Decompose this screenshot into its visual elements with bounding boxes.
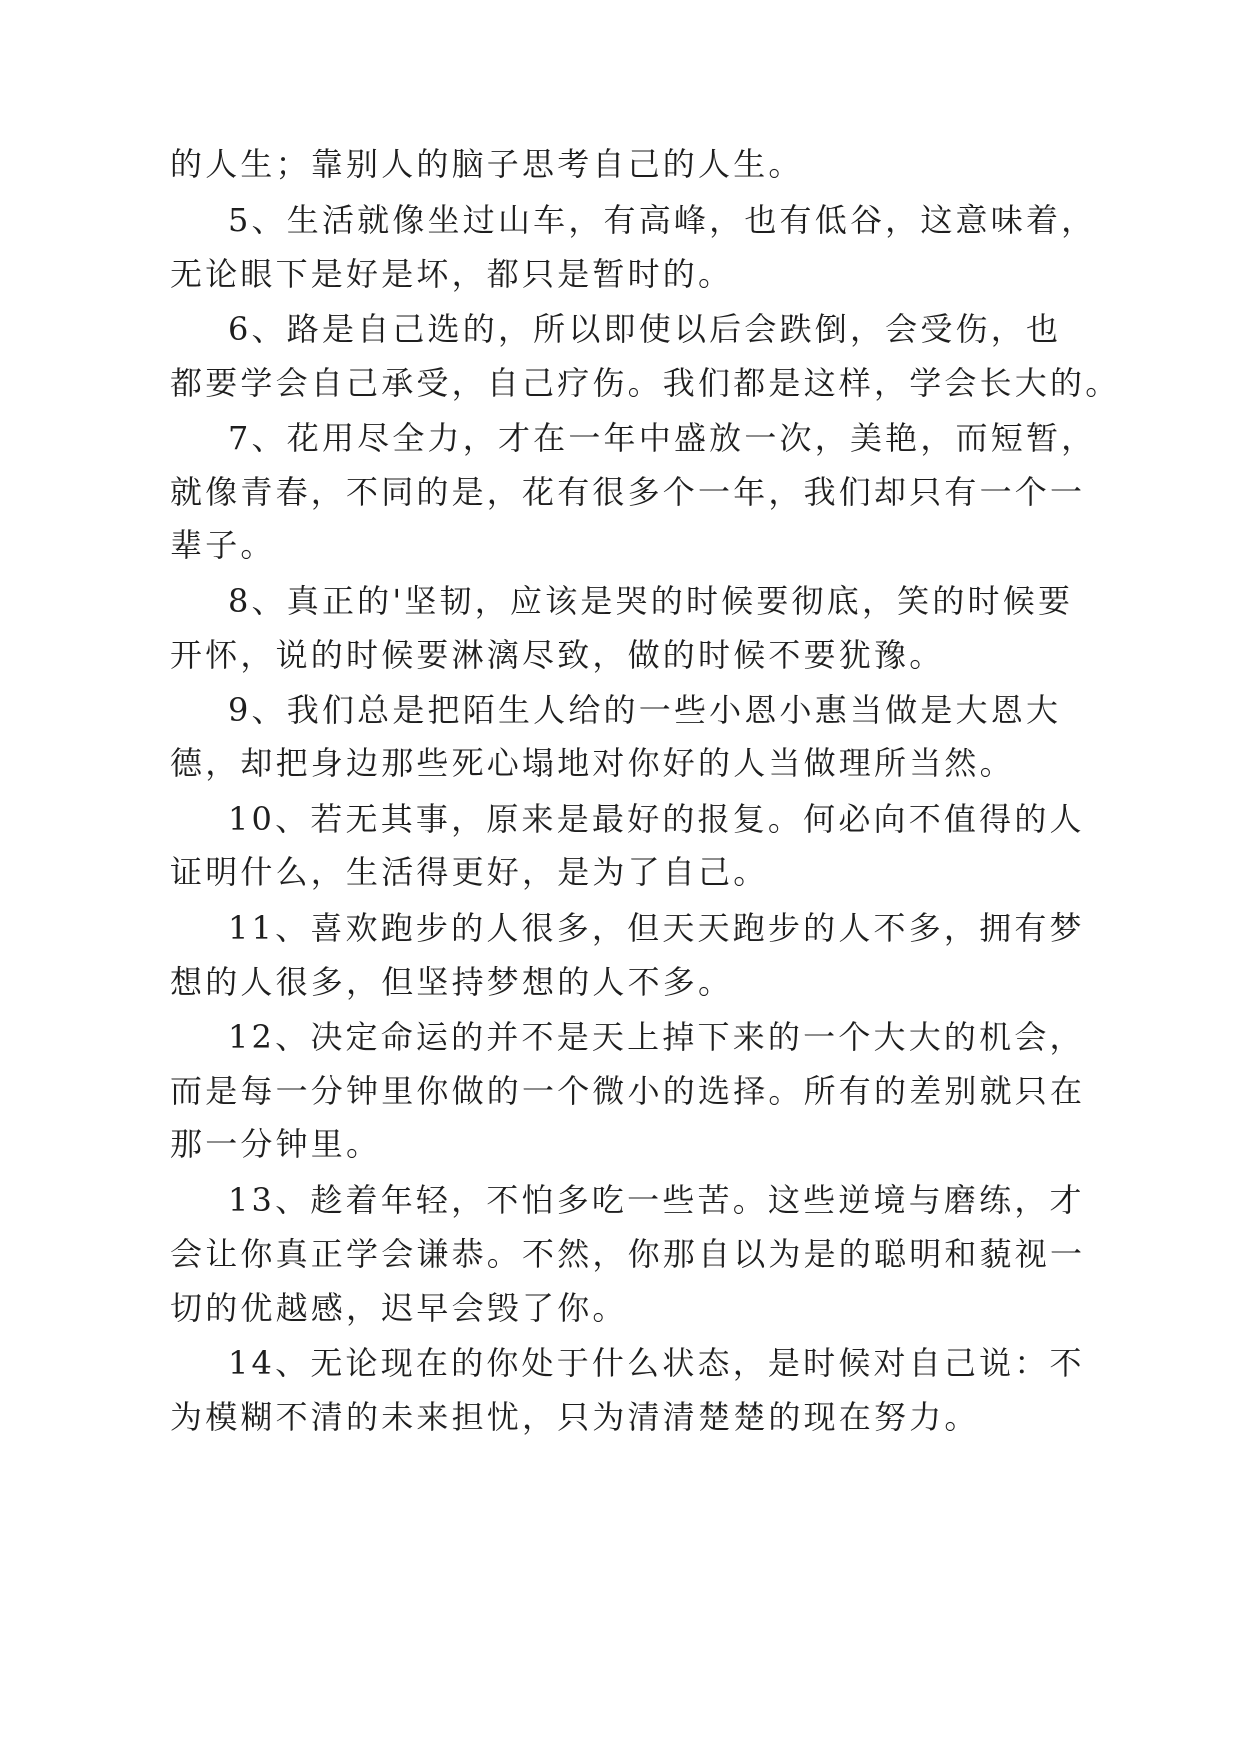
text-line: 11、喜欢跑步的人很多，但天天跑步的人不多，拥有梦 [228, 909, 1085, 947]
text-line: 8、真正的'坚韧，应该是哭的时候要彻底，笑的时候要 [228, 582, 1074, 620]
text-line: 9、我们总是把陌生人给的一些小恩小惠当做是大恩大 [228, 691, 1062, 729]
text-line: 德，却把身边那些死心塌地对你好的人当做理所当然。 [170, 744, 1015, 782]
text-line: 辈子。 [170, 526, 276, 564]
text-line: 都要学会自己承受，自己疗伤。我们都是这样，学会长大的。 [170, 364, 1121, 402]
text-line: 切的优越感，迟早会毁了你。 [170, 1289, 628, 1327]
text-line: 为模糊不清的未来担忧，只为清清楚楚的现在努力。 [170, 1398, 980, 1436]
text-line: 那一分钟里。 [170, 1125, 382, 1163]
text-line: 13、趁着年轻，不怕多吃一些苦。这些逆境与磨练，才 [228, 1181, 1085, 1219]
text-line: 开怀，说的时候要淋漓尽致，做的时候不要犹豫。 [170, 636, 945, 674]
text-line: 而是每一分钟里你做的一个微小的选择。所有的差别就只在 [170, 1072, 1086, 1110]
text-line: 5、生活就像坐过山车，有高峰，也有低谷，这意味着， [228, 201, 1097, 239]
text-line: 12、决定命运的并不是天上掉下来的一个大大的机会， [228, 1018, 1085, 1056]
text-line: 就像青春，不同的是，花有很多个一年，我们却只有一个一 [170, 473, 1086, 511]
text-line: 想的人很多，但坚持梦想的人不多。 [170, 963, 734, 1001]
text-line: 的人生；靠别人的脑子思考自己的人生。 [170, 145, 804, 183]
text-line: 6、路是自己选的，所以即使以后会跌倒，会受伤，也 [228, 310, 1062, 348]
text-line: 会让你真正学会谦恭。不然，你那自以为是的聪明和藐视一 [170, 1235, 1086, 1273]
text-line: 10、若无其事，原来是最好的报复。何必向不值得的人 [228, 800, 1085, 838]
text-line: 证明什么，生活得更好，是为了自己。 [170, 853, 769, 891]
text-line: 无论眼下是好是坏，都只是暂时的。 [170, 255, 734, 293]
text-line: 7、花用尽全力，才在一年中盛放一次，美艳，而短暂， [228, 419, 1097, 457]
text-line: 14、无论现在的你处于什么状态，是时候对自己说：不 [228, 1344, 1085, 1382]
